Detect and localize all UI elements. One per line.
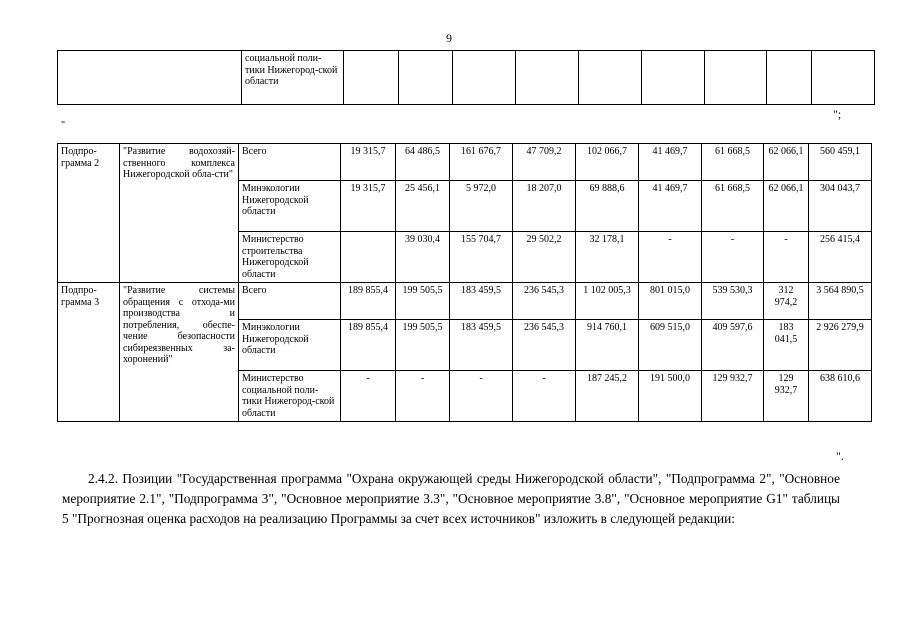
- value-cell: 304 043,7: [809, 181, 872, 232]
- value-cell: 187 245,2: [576, 371, 639, 422]
- value-cell: 41 469,7: [639, 181, 702, 232]
- value-cell: 39 030,4: [396, 232, 450, 283]
- value-cell: 183 459,5: [450, 320, 513, 371]
- value-cell: 236 545,3: [513, 320, 576, 371]
- subprogram-cell: Подпро-грамма 2: [58, 144, 120, 283]
- value-cell: -: [341, 371, 396, 422]
- value-cell: 29 502,2: [513, 232, 576, 283]
- value-cell: 914 760,1: [576, 320, 639, 371]
- value-cell: 18 207,0: [513, 181, 576, 232]
- value-cell: 41 469,7: [639, 144, 702, 181]
- value-cell: 539 530,3: [702, 283, 764, 320]
- closing-quote-semicolon: ";: [833, 107, 842, 121]
- value-cell: 189 855,4: [341, 283, 396, 320]
- top-table-fragment: [57, 50, 875, 105]
- value-cell: 25 456,1: [396, 181, 450, 232]
- value-cell: 183 041,5: [764, 320, 809, 371]
- subprogram-name-cell: "Развитие системы обращения с отхода-ми производства и потребления, обеспе-чение безопасности сибиреязвенных за-хоронений": [120, 283, 239, 422]
- value-cell: 183 459,5: [450, 283, 513, 320]
- value-cell: 161 676,7: [450, 144, 513, 181]
- value-cell: 3 564 890,5: [809, 283, 872, 320]
- source-cell: социальной поли-тики Нижегород-ской области: [242, 51, 344, 105]
- value-cell: 2 926 279,9: [809, 320, 872, 371]
- value-cell: 189 855,4: [341, 320, 396, 371]
- value-cell: 409 597,6: [702, 320, 764, 371]
- value-cell: [341, 232, 396, 283]
- value-cell: -: [450, 371, 513, 422]
- value-cell: 64 486,5: [396, 144, 450, 181]
- empty-cell: [642, 51, 705, 105]
- source-cell: Министерство социальной поли-тики Нижегород-ской области: [239, 371, 341, 422]
- value-cell: 609 515,0: [639, 320, 702, 371]
- value-cell: 236 545,3: [513, 283, 576, 320]
- value-cell: 256 415,4: [809, 232, 872, 283]
- value-cell: 199 505,5: [396, 320, 450, 371]
- source-cell: Всего: [239, 144, 341, 181]
- page-number: 9: [446, 31, 452, 45]
- empty-cell: [58, 51, 242, 105]
- value-cell: 199 505,5: [396, 283, 450, 320]
- table-row: [58, 144, 872, 181]
- table-row: [58, 283, 872, 320]
- empty-cell: [453, 51, 516, 105]
- value-cell: -: [396, 371, 450, 422]
- value-cell: 560 459,1: [809, 144, 872, 181]
- value-cell: 32 178,1: [576, 232, 639, 283]
- value-cell: 801 015,0: [639, 283, 702, 320]
- value-cell: 47 709,2: [513, 144, 576, 181]
- value-cell: 61 668,5: [702, 144, 764, 181]
- empty-cell: [399, 51, 453, 105]
- value-cell: -: [702, 232, 764, 283]
- value-cell: 638 610,6: [809, 371, 872, 422]
- subprogram-cell: Подпро-грамма 3: [58, 283, 120, 422]
- body-paragraph: 2.4.2. Позиции "Государственная программа "Охрана окружающей среды Нижегородской области", "Подпрограмма 2", "Основное мероприятие 2.1", "Подпрограмма 3", "Основное мероприятие 3.3", "Основное мероприятие 3.8", "Основное мероприятие G1" таблицы 5 "Прогнозная оценка расходов на реализацию Программы за счет всех источников" изложить в следующей редакции:: [62, 471, 840, 526]
- value-cell: 5 972,0: [450, 181, 513, 232]
- value-cell: 69 888,6: [576, 181, 639, 232]
- empty-cell: [344, 51, 399, 105]
- source-cell: Министерство строительства Нижегородской области: [239, 232, 341, 283]
- value-cell: 62 066,1: [764, 144, 809, 181]
- value-cell: 1 102 005,3: [576, 283, 639, 320]
- value-cell: 102 066,7: [576, 144, 639, 181]
- value-cell: 129 932,7: [764, 371, 809, 422]
- empty-cell: [705, 51, 767, 105]
- expenses-table: [57, 143, 872, 422]
- value-cell: 191 500,0: [639, 371, 702, 422]
- value-cell: 129 932,7: [702, 371, 764, 422]
- value-cell: 19 315,7: [341, 144, 396, 181]
- closing-quote-period: ".: [836, 449, 844, 463]
- source-cell: Всего: [239, 283, 341, 320]
- value-cell: 61 668,5: [702, 181, 764, 232]
- opening-quote: ": [61, 120, 66, 131]
- value-cell: 19 315,7: [341, 181, 396, 232]
- empty-cell: [812, 51, 875, 105]
- value-cell: 62 066,1: [764, 181, 809, 232]
- empty-cell: [516, 51, 579, 105]
- source-cell: Минэкологии Нижегородской области: [239, 181, 341, 232]
- value-cell: -: [639, 232, 702, 283]
- value-cell: 155 704,7: [450, 232, 513, 283]
- source-cell: Минэкологии Нижегородской области: [239, 320, 341, 371]
- value-cell: 312 974,2: [764, 283, 809, 320]
- empty-cell: [579, 51, 642, 105]
- empty-cell: [767, 51, 812, 105]
- subprogram-name-cell: "Развитие водохозяй-ственного комплекса Нижегородской обла-сти": [120, 144, 239, 283]
- value-cell: -: [513, 371, 576, 422]
- value-cell: -: [764, 232, 809, 283]
